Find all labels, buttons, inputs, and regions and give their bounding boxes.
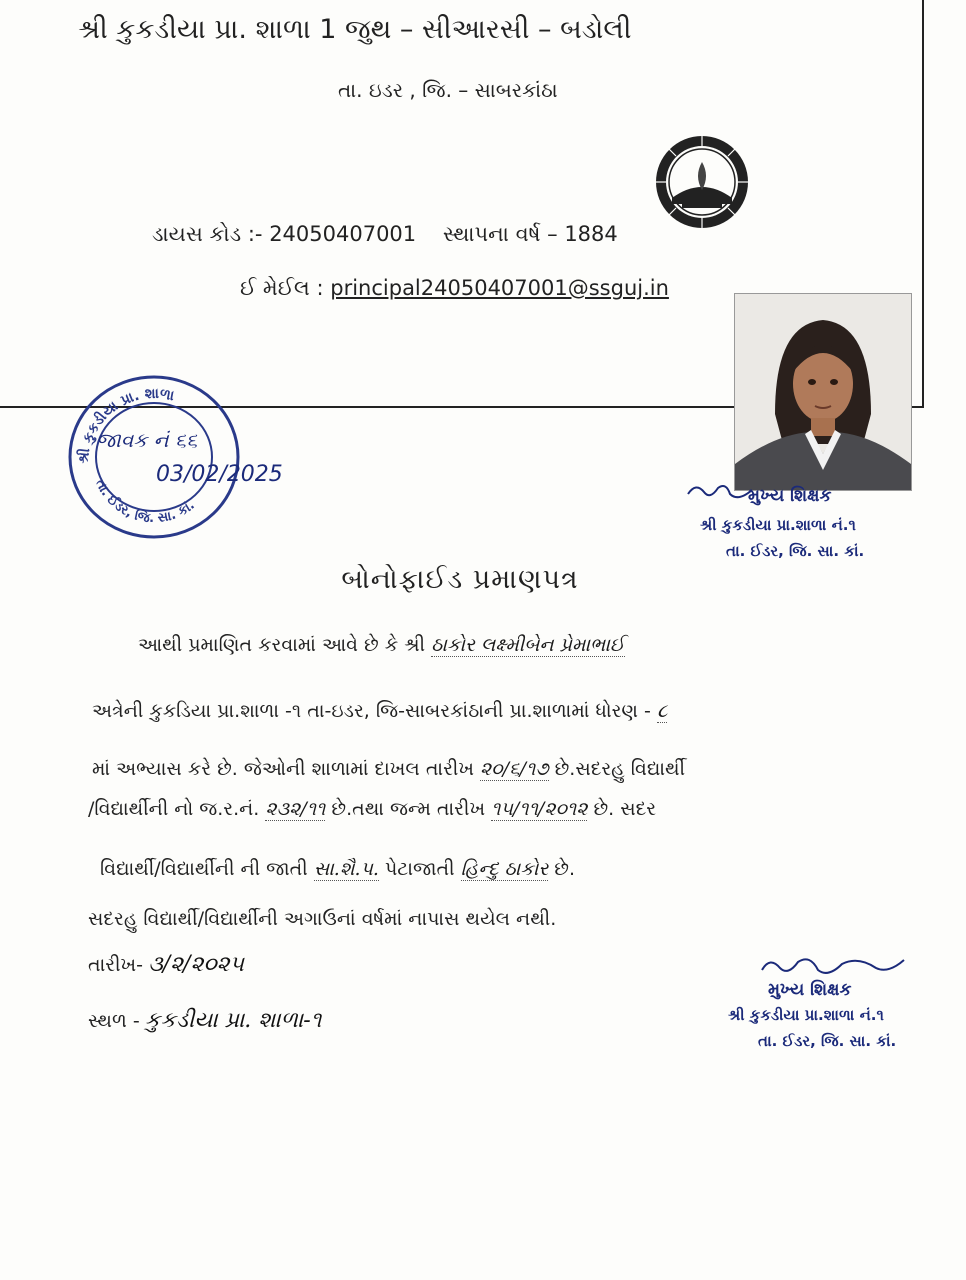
cert-line-5 bbox=[100, 858, 920, 880]
footer-date-value: ૩/૨/૨૦૨૫ bbox=[148, 952, 244, 977]
head-teacher-place-bottom: તા. ઈડર, જિ. સા. કાં. bbox=[758, 1032, 897, 1050]
dise-code: 24050407001 bbox=[269, 222, 417, 246]
head-teacher-title-top: મુખ્ય શિક્ષક bbox=[748, 486, 832, 506]
head-teacher-place-top: તા. ઈડર, જિ. સા. કાં. bbox=[726, 542, 865, 560]
cert-line-6: સદરહુ વિદ્યાર્થી/વિદ્યાર્થીની અગાઉનાં વર્ષમાં નાપાસ થયેલ નથી. bbox=[88, 908, 557, 930]
caste: સા.શૈ.પ. bbox=[313, 858, 379, 880]
birth-date: ૧૫/૧૧/૨૦૧૨ bbox=[491, 798, 588, 820]
outward-date: 03/02/2025 bbox=[156, 462, 283, 487]
gr-number: ૨૩૨/૧૧ bbox=[265, 798, 326, 820]
head-teacher-signature-top bbox=[686, 480, 916, 570]
signature-scribble-icon bbox=[686, 480, 756, 504]
admission-date: ૨૦/૬/૧૭ bbox=[480, 758, 549, 780]
dise-label: ડાયસ કોડ :- bbox=[152, 222, 263, 246]
cert-line5-suffix: છે. bbox=[554, 858, 576, 880]
student-portrait-icon bbox=[735, 294, 911, 490]
signature-scribble-icon bbox=[758, 952, 908, 980]
footer-place-value: કુકડીયા પ્રા. શાળા-૧ bbox=[144, 1008, 322, 1033]
established-year: 1884 bbox=[564, 222, 618, 246]
standard: ૮ bbox=[656, 700, 668, 722]
cert-line5-prefix: વિદ્યાર્થી/વિદ્યાર્થીની ની જાતી bbox=[100, 858, 308, 880]
cert-line-4 bbox=[88, 798, 938, 820]
school-name: શ્રી કુકડીયા પ્રા. શાળા 1 જુથ – સીઆરસી – બડોલી bbox=[78, 14, 632, 45]
cert-line4-suffix: છે. સદર bbox=[593, 798, 657, 820]
cert-line-2 bbox=[92, 700, 932, 722]
email-link[interactable]: principal24050407001@ssguj.in bbox=[330, 276, 669, 300]
footer-date-label: તારીખ- bbox=[88, 954, 143, 976]
stamp-bottom-text: તા. ઈડર, જિ. સા. કાં. bbox=[92, 477, 198, 527]
school-logo-icon bbox=[652, 132, 752, 232]
footer-date bbox=[88, 952, 244, 977]
cert-line1-prefix: આથી પ્રમાણિત કરવામાં આવે છે કે શ્રી bbox=[138, 634, 426, 656]
email-label: ઈ મેઈલ : bbox=[240, 276, 324, 300]
outward-number-value: ૬૬ bbox=[174, 428, 198, 452]
cert-line2-text: અત્રેની કુકડિયા પ્રા.શાળા -૧ તા-ઇડર, જિ-સાબરકાંઠાની પ્રા.શાળામાં ધોરણ - bbox=[92, 700, 651, 722]
cert-line-1 bbox=[138, 634, 938, 656]
cert-line-3 bbox=[92, 758, 942, 780]
cert-line3-text: માં અભ્યાસ કરે છે. જેઓની શાળામાં દાખલ તારીખ bbox=[92, 758, 474, 780]
sub-caste: હિન્દુ ઠાકોર bbox=[460, 858, 549, 880]
outward-number-label: જાવક નં bbox=[96, 428, 169, 452]
cert-line5-mid: પેટાજાતી bbox=[384, 858, 455, 880]
footer-place bbox=[88, 1008, 321, 1033]
cert-line3-suffix: છે.સદરહુ વિદ્યાર્થી bbox=[554, 758, 685, 780]
certificate-title: બોનોફાઈડ પ્રમાણપત્ર bbox=[341, 564, 579, 595]
email-line bbox=[240, 276, 669, 301]
student-photo bbox=[734, 293, 912, 491]
stamp-top-text: શ્રી કુકડીયા પ્રા. શાળા bbox=[75, 385, 176, 465]
footer-place-label: સ્થળ - bbox=[88, 1010, 140, 1032]
cert-line4-prefix: /વિદ્યાર્થીની નો જ.ર.નં. bbox=[88, 798, 260, 820]
head-teacher-school-top: શ્રી કુકડીયા પ્રા.શાળા નં.૧ bbox=[700, 516, 856, 534]
student-name: ઠાકોર લક્ષ્મીબેન પ્રેમાભાઈ bbox=[431, 634, 625, 656]
school-address: તા. ઇડર , જિ. – સાબરકાંઠા bbox=[338, 78, 558, 102]
school-round-stamp bbox=[66, 372, 242, 542]
outward-number bbox=[96, 428, 197, 452]
dise-and-established bbox=[152, 222, 618, 247]
cert-line4-mid: છે.તથા જન્મ તારીખ bbox=[331, 798, 486, 820]
svg-text:શ્રી કુકડીયા પ્રા. શાળા bbox=[75, 386, 176, 465]
head-teacher-signature-bottom bbox=[722, 952, 952, 1062]
head-teacher-school-bottom: શ્રી કુકડીયા પ્રા.શાળા નં.૧ bbox=[728, 1006, 884, 1024]
head-teacher-title-bottom: મુખ્ય શિક્ષક bbox=[768, 980, 852, 1000]
established-label: સ્થાપના વર્ષ – bbox=[442, 222, 558, 246]
